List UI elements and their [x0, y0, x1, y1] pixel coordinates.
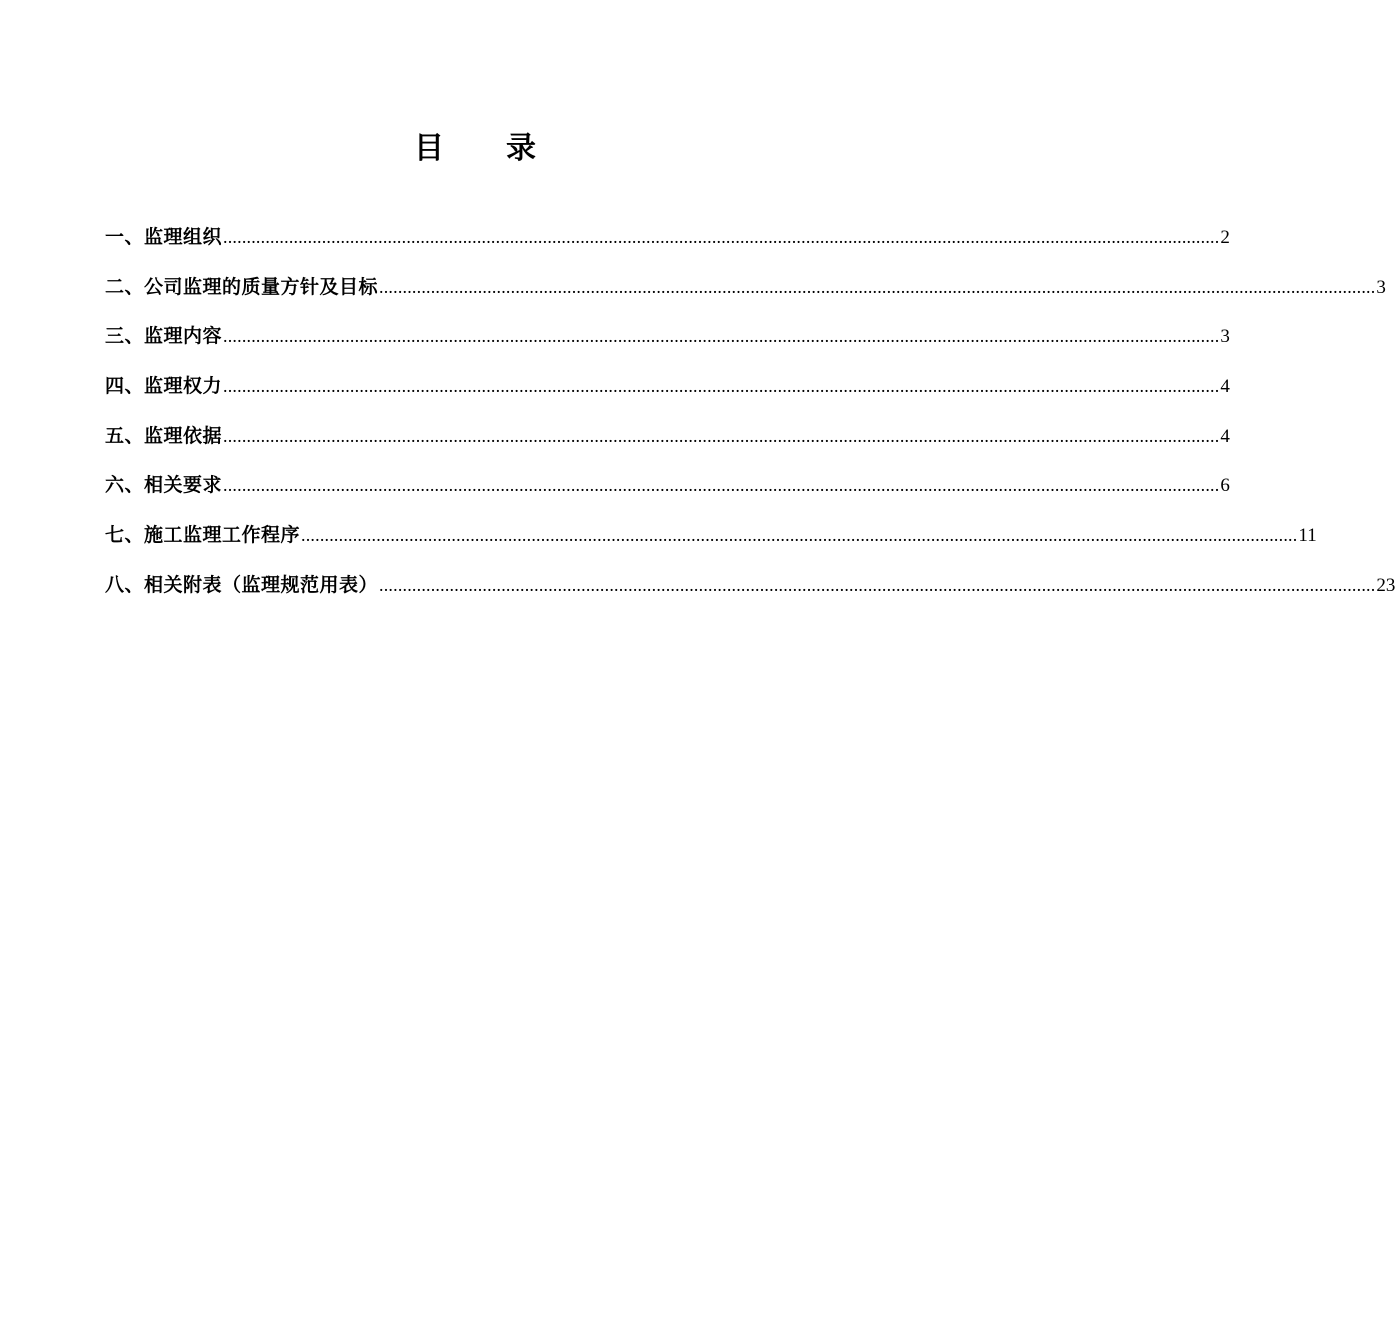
- toc-entry[interactable]: [105, 218, 1230, 268]
- toc-entry-label[interactable]: 八、相关附表（监理规范用表）: [105, 573, 379, 596]
- toc-dot-leader: ....................................................................................................................................................................................................................: [223, 425, 1220, 446]
- toc-title: [0, 126, 950, 172]
- toc-title-char-1: 目: [414, 131, 444, 166]
- toc-entry-label[interactable]: 二、公司监理的质量方针及目标: [105, 275, 379, 298]
- toc-page-number[interactable]: 11: [1298, 525, 1317, 547]
- table-of-contents: [105, 218, 1395, 616]
- toc-entry[interactable]: [105, 367, 1230, 417]
- toc-page-number[interactable]: 2: [1220, 227, 1230, 248]
- toc-page-number[interactable]: 4: [1220, 425, 1230, 447]
- toc-dot-leader: ....................................................................................................................................................................................................................: [301, 525, 1298, 546]
- toc-entry-label[interactable]: 三、监理内容: [105, 325, 223, 348]
- toc-entry[interactable]: [105, 566, 1395, 616]
- toc-entry[interactable]: [105, 466, 1230, 516]
- toc-dot-leader: ....................................................................................................................................................................................................................: [223, 376, 1220, 397]
- toc-page-number[interactable]: 4: [1220, 376, 1230, 398]
- toc-dot-leader: ....................................................................................................................................................................................................................: [223, 326, 1220, 347]
- toc-page-number[interactable]: 6: [1220, 475, 1230, 497]
- toc-dot-leader: ....................................................................................................................................................................................................................: [379, 574, 1376, 595]
- toc-page-number[interactable]: 23: [1376, 574, 1395, 596]
- toc-entry[interactable]: [105, 516, 1317, 566]
- toc-page-number[interactable]: 3: [1220, 326, 1230, 348]
- toc-entry-label[interactable]: 七、施工监理工作程序: [105, 524, 301, 547]
- toc-page-number[interactable]: 3: [1376, 276, 1386, 298]
- toc-entry[interactable]: [105, 317, 1230, 367]
- toc-entry-label[interactable]: 一、监理组织: [105, 226, 223, 248]
- toc-entry-label[interactable]: 四、监理权力: [105, 375, 223, 398]
- toc-entry-label[interactable]: 五、监理依据: [105, 424, 223, 447]
- toc-title-char-2: 录: [506, 131, 536, 166]
- toc-entry-label[interactable]: 六、相关要求: [105, 474, 223, 497]
- toc-dot-leader: ....................................................................................................................................................................................................................: [223, 227, 1220, 247]
- toc-entry[interactable]: [105, 268, 1386, 318]
- toc-dot-leader: ....................................................................................................................................................................................................................: [379, 276, 1376, 297]
- toc-entry[interactable]: [105, 417, 1230, 467]
- toc-dot-leader: ....................................................................................................................................................................................................................: [223, 475, 1220, 496]
